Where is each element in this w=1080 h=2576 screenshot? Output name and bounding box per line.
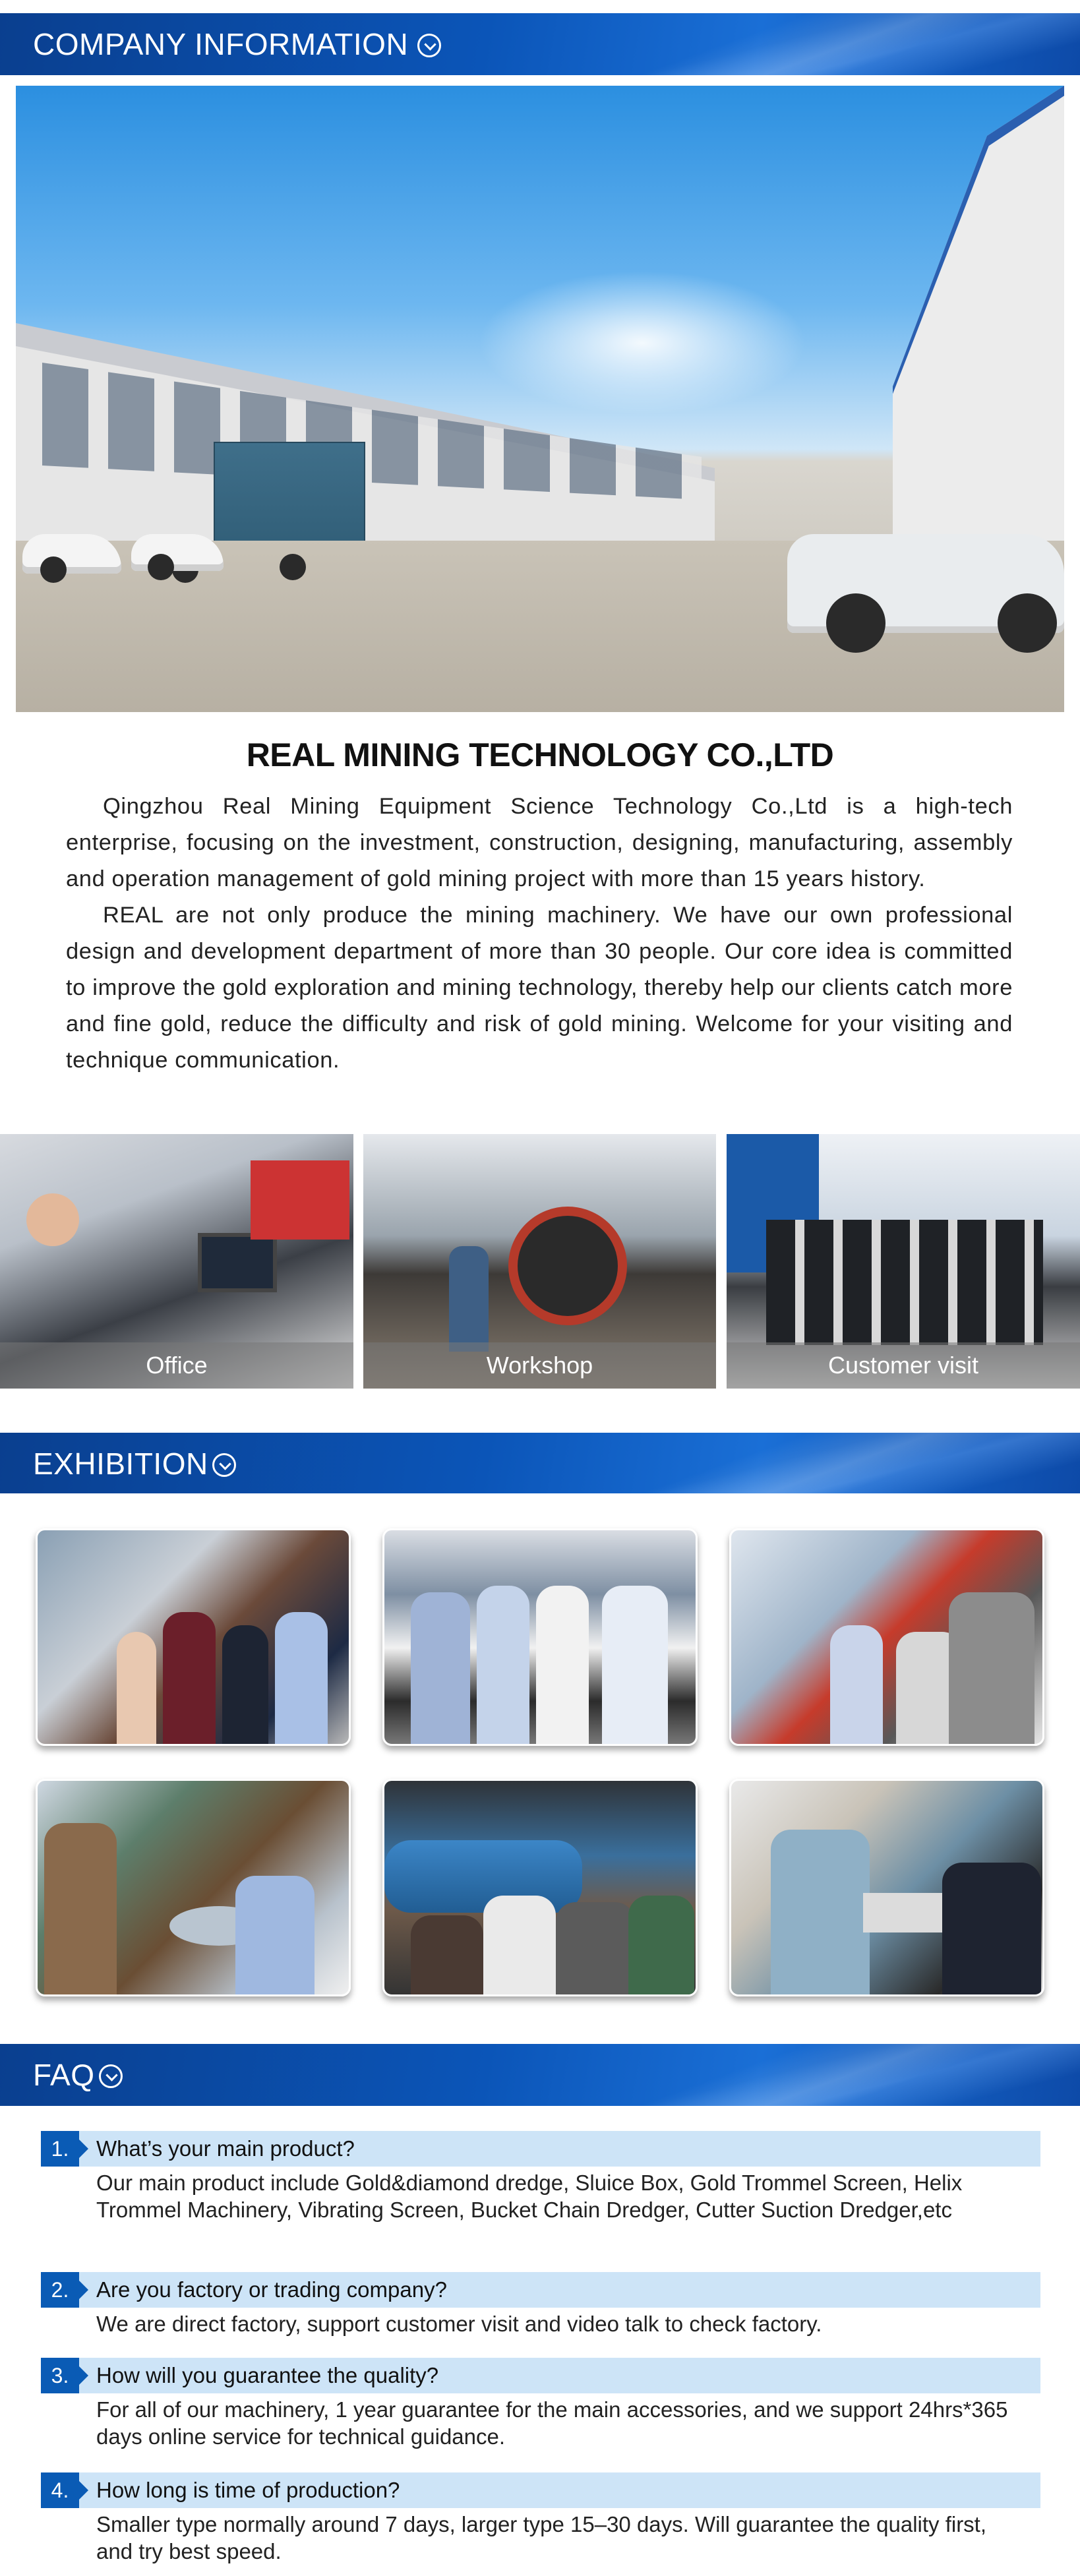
faq-item (41, 2358, 1040, 2450)
chevron-down-icon (417, 34, 441, 57)
chevron-down-icon (212, 1453, 236, 1477)
workshop-caption: Workshop (363, 1342, 716, 1389)
faq-answer: For all of our machinery, 1 year guarantee for the main accessories, and we support 24hrs*365 days online service for technical guidance. (96, 2397, 1008, 2449)
exhibition-photo (382, 1779, 698, 1996)
description-paragraph: REAL are not only produce the mining machinery. We have our own professional design and development department of more than 30 people. Our core idea is committed to improve the gold exploration and mining technology, thereby help our clients catch more and fine gold, reduce the difficulty and risk of gold mining. Welcome for your visiting and technique communication. (66, 903, 1013, 1073)
exhibition-title: EXHIBITION (33, 1433, 236, 1495)
exhibition-photo (382, 1528, 698, 1746)
car (131, 534, 224, 571)
car (22, 534, 121, 574)
faq-answer: Our main product include Gold&diamond dredge, Sluice Box, Gold Trommel Screen, Helix Trommel Machinery, Vibrating Screen, Bucket Chain Dredger, Cutter Suction Dredger,etc (96, 2171, 963, 2222)
faq-number: 1. (41, 2131, 79, 2167)
exhibition-photo (729, 1779, 1044, 1996)
faq-question: How long is time of production? (96, 2478, 400, 2502)
exhibition-photo (729, 1528, 1044, 1746)
company-info-title: COMPANY INFORMATION (33, 13, 441, 75)
chevron-down-icon (99, 2064, 123, 2088)
faq-question: How will you guarantee the quality? (96, 2363, 439, 2387)
faq-answer: Smaller type normally around 7 days, larger type 15–30 days. Will guarantee the quality first, and try best speed. (96, 2512, 987, 2563)
faq-item (41, 2131, 1040, 2223)
faq-number: 4. (41, 2472, 79, 2508)
faq-item (41, 2272, 1040, 2337)
exhibition-banner (0, 1433, 1080, 1495)
car (787, 534, 1064, 633)
customer-visit-caption: Customer visit (727, 1342, 1080, 1389)
faq-banner (0, 2044, 1080, 2106)
customer-visit-photo (727, 1134, 1080, 1389)
faq-title: FAQ (33, 2044, 123, 2106)
faq-number: 3. (41, 2358, 79, 2393)
workshop-photo (363, 1134, 716, 1389)
faq-question: Are you factory or trading company? (96, 2277, 447, 2302)
exhibition-photo (36, 1779, 351, 1996)
faq-answer: We are direct factory, support customer visit and video talk to check factory. (96, 2312, 822, 2336)
faq-question: What’s your main product? (96, 2136, 355, 2161)
factory-photo (16, 86, 1064, 712)
faq-item (41, 2472, 1040, 2565)
faq-number: 2. (41, 2272, 79, 2308)
office-photo (0, 1134, 353, 1389)
description-paragraph: Qingzhou Real Mining Equipment Science Technology Co.,Ltd is a high-tech enterprise, focusing on the investment, construction, designing, manufacturing, assembly and operation management of gold mining project with more than 15 years history. (66, 794, 1013, 891)
company-name: REAL MINING TECHNOLOGY CO.,LTD (246, 736, 834, 773)
company-description (66, 789, 1013, 1079)
company-info-banner (0, 13, 1080, 75)
office-caption: Office (0, 1342, 353, 1389)
exhibition-photo (36, 1528, 351, 1746)
